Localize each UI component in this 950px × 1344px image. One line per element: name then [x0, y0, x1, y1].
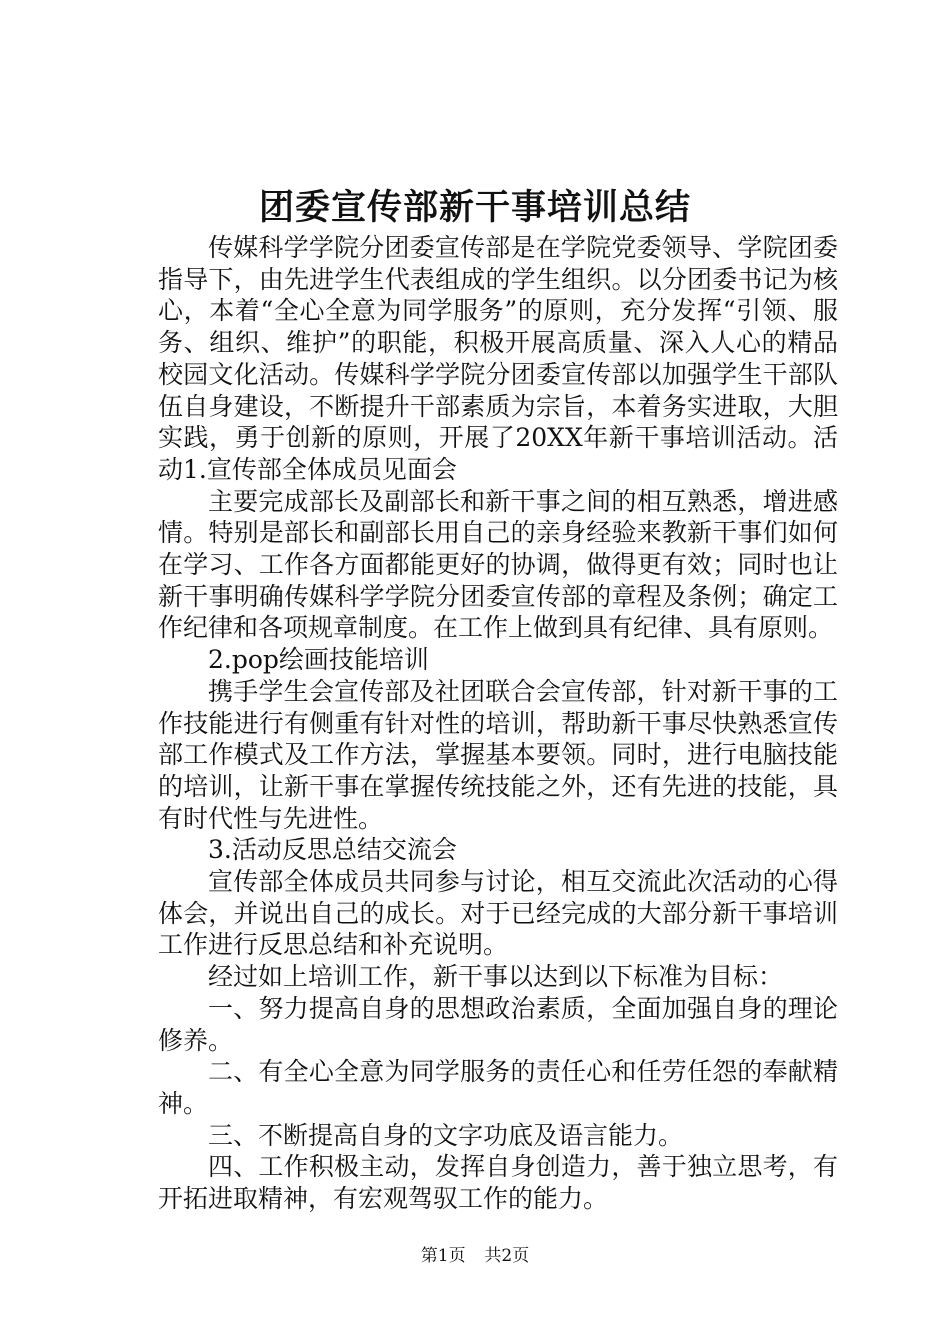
- paragraph-goal-4: 四、工作积极主动，发挥自身创造力，善于独立思考，有开拓进取精神，有宏观驾驭工作的能力。: [158, 1152, 838, 1214]
- paragraph-activity-3-detail: 宣传部全体成员共同参与讨论，相互交流此次活动的心得体会，并说出自己的成长。对于已经完成的大部分新干事培训工作进行反思总结和补充说明。: [158, 867, 838, 960]
- paragraph-goal-1: 一、努力提高自身的思想政治素质，全面加强自身的理论修养。: [158, 993, 838, 1055]
- paragraph-goals-intro: 经过如上培训工作，新干事以达到以下标准为目标：: [208, 962, 784, 992]
- paragraph-activity-2-heading: 2.pop绘画技能培训: [208, 645, 429, 675]
- paragraph-activity-1-detail: 主要完成部长及副部长和新干事之间的相互熟悉，增进感情。特别是部长和副部长用自己的亲身经验来教新干事们如何在学习、工作各方面都能更好的协调，做得更有效；同时也让新干事明确传媒科学学院分团委宣传部的章程及条例；确定工作纪律和各项规章制度。在工作上做到具有纪律、具有原则。: [158, 486, 838, 643]
- document-title: 团委宣传部新干事培训总结: [258, 187, 691, 228]
- document-body: [158, 232, 838, 1215]
- paragraph-intro: 传媒科学学院分团委宣传部是在学院党委领导、学院团委指导下，由先进学生代表组成的学生组织。以分团委书记为核心，本着“全心全意为同学服务”的原则，充分发挥“引领、服务、组织、维护”的职能，积极开展高质量、深入人心的精品校园文化活动。传媒科学学院分团委宣传部以加强学生干部队伍自身建设，不断提升干部素质为宗旨，本着务实进取，大胆实践，勇于创新的原则，开展了20XX年新干事培训活动。活动1.宣传部全体成员见面会: [158, 233, 838, 484]
- paragraph-goal-2: 二、有全心全意为同学服务的责任心和任劳任怨的奉献精神。: [158, 1057, 838, 1118]
- paragraph-activity-2-detail: 携手学生会宣传部及社团联合会宣传部，针对新干事的工作技能进行有侧重有针对性的培训，帮助新干事尽快熟悉宣传部工作模式及工作方法，掌握基本要领。同时，进行电脑技能的培训，让新干事在掌握传统技能之外，还有先进的技能，具有时代性与先进性。: [158, 676, 838, 833]
- page-number-current: 第1页: [420, 1246, 466, 1266]
- paragraph-activity-3-heading: 3.活动反思总结交流会: [208, 835, 457, 865]
- page-footer: [0, 1245, 950, 1267]
- page-number-total: 共2页: [484, 1246, 530, 1266]
- paragraph-goal-3: 三、不断提高自身的文字功底及语言能力。: [208, 1120, 684, 1150]
